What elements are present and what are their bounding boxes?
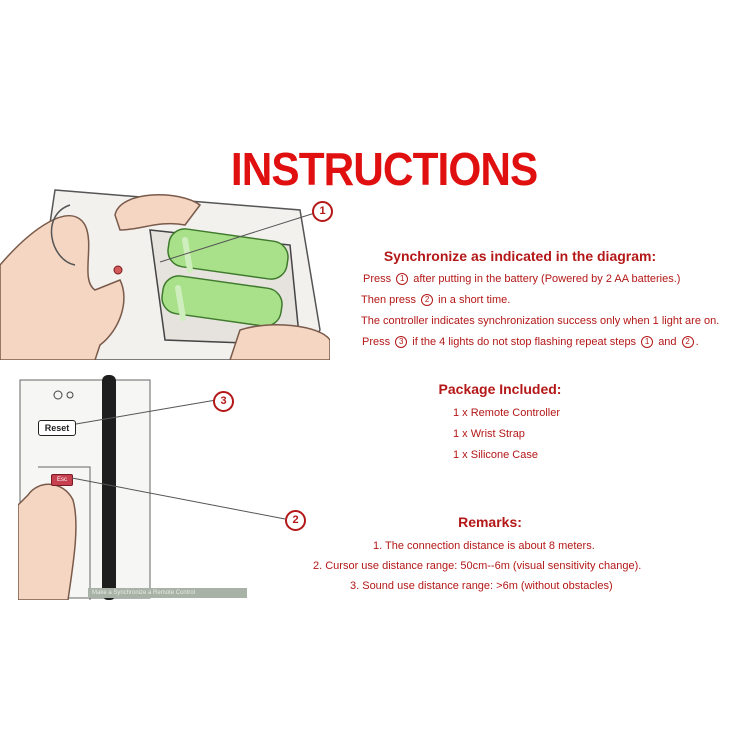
- sync-step-4-end: .: [695, 336, 699, 348]
- remark-item: 1. The connection distance is about 8 meters.: [373, 540, 595, 552]
- step-number-2: 2: [421, 294, 433, 306]
- sync-step-1-before: Press: [363, 273, 392, 285]
- package-item: 1 x Wrist Strap: [453, 428, 525, 440]
- step-number-1: 1: [396, 273, 408, 285]
- remark-item: 3. Sound use distance range: >6m (without obstacles): [350, 580, 613, 592]
- sync-step-4-mid: if the 4 lights do not stop flashing repeat steps: [412, 336, 637, 348]
- package-item: 1 x Silicone Case: [453, 449, 538, 461]
- sync-step-1: [363, 273, 680, 285]
- sync-step-2-before: Then press: [361, 294, 417, 306]
- sync-heading: Synchronize as indicated in the diagram:: [383, 248, 657, 264]
- sync-step-4: [362, 336, 699, 348]
- sync-step-3: The controller indicates synchronization success only when 1 light are on.: [361, 315, 720, 327]
- sync-step-2-after: in a short time.: [438, 294, 511, 306]
- page-title: INSTRUCTIONS: [230, 143, 538, 195]
- sync-step-4-before: Press: [362, 336, 391, 348]
- sync-step-1-after: after putting in the battery (Powered by 2 AA batteries.): [413, 273, 681, 285]
- illustration-caption: Make a Synchronize a Remote Control: [88, 588, 247, 598]
- sync-step-2: [361, 294, 510, 306]
- package-item: 1 x Remote Controller: [453, 407, 560, 419]
- callout-1: 1: [312, 201, 333, 222]
- package-heading: Package Included:: [438, 381, 562, 397]
- step-number-2b: 2: [682, 336, 694, 348]
- step-number-3: 3: [395, 336, 407, 348]
- callout-3: 3: [213, 391, 234, 412]
- callout-2: 2: [285, 510, 306, 531]
- reset-button: Reset: [38, 420, 76, 436]
- sync-step-4-and: and: [658, 336, 677, 348]
- remarks-heading: Remarks:: [458, 514, 522, 530]
- esc-button: Esc: [51, 474, 73, 486]
- remark-item: 2. Cursor use distance range: 50cm--6m (visual sensitivity change).: [313, 560, 642, 572]
- step-number-1b: 1: [641, 336, 653, 348]
